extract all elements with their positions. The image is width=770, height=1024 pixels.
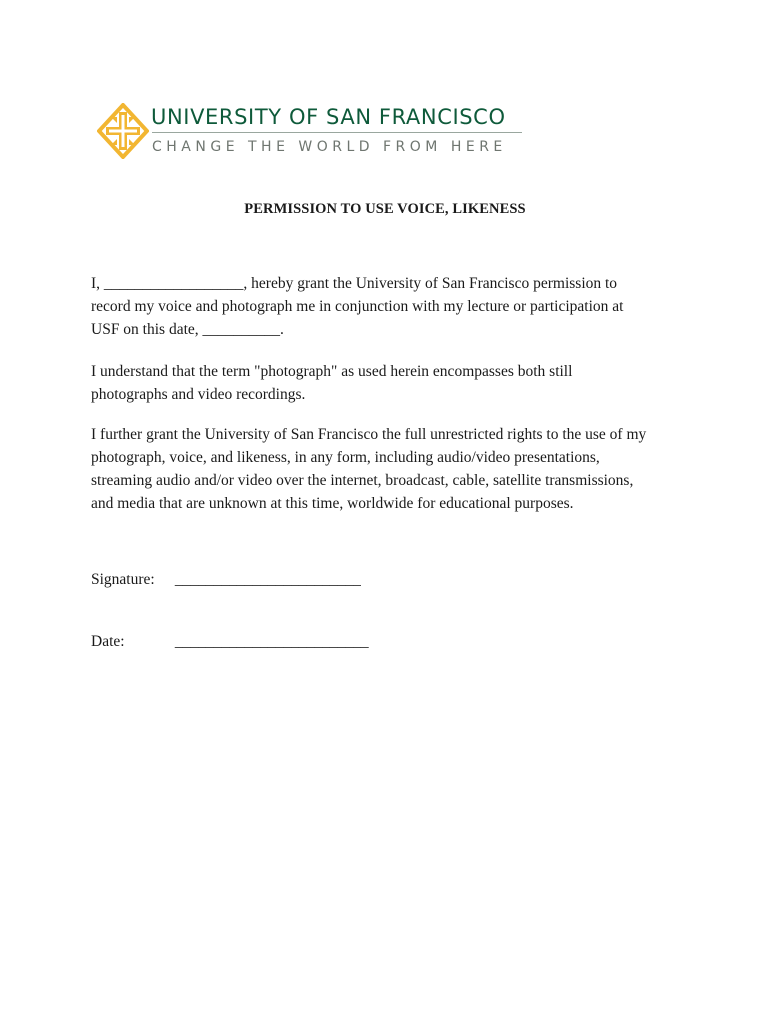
paragraph-photograph-definition [91,360,691,406]
paragraph-line: USF on this date, __________. [91,321,284,338]
date-row [91,633,369,651]
paragraph-line: streaming audio and/or video over the internet, broadcast, cable, satellite transmissions, [91,472,634,489]
usf-cross-logo-icon [97,103,149,159]
document-title: PERMISSION TO USE VOICE, LIKENESS [244,201,526,217]
signature-label: Signature: [91,571,155,588]
paragraph-line: I, __________________, hereby grant the University of San Francisco permission to [91,275,618,292]
paragraph-line: I further grant the University of San Francisco the full unrestricted rights to the use of my [91,426,647,443]
paragraph-line: photograph, voice, and likeness, in any form, including audio/video presentations, [91,449,600,466]
logo-university-name: UNIVERSITY OF SAN FRANCISCO [151,105,506,129]
paragraph-line: I understand that the term "photograph" as used herein encompasses both still [91,363,573,380]
paragraph-rights [91,423,691,515]
paragraph-line: photographs and video recordings. [91,386,306,403]
logo-tagline: CHANGE THE WORLD FROM HERE [152,139,507,155]
paragraph-line: and media that are unknown at this time, worldwide for educational purposes. [91,495,574,512]
signature-field[interactable]: ________________________ [174,571,361,588]
paragraph-line: record my voice and photograph me in conjunction with my lecture or participation at [91,298,624,315]
university-logo [97,101,527,161]
date-label: Date: [91,633,125,650]
date-field[interactable]: _________________________ [174,633,369,650]
paragraph-grant [91,272,691,341]
signature-row [91,571,361,589]
logo-divider [152,132,522,133]
